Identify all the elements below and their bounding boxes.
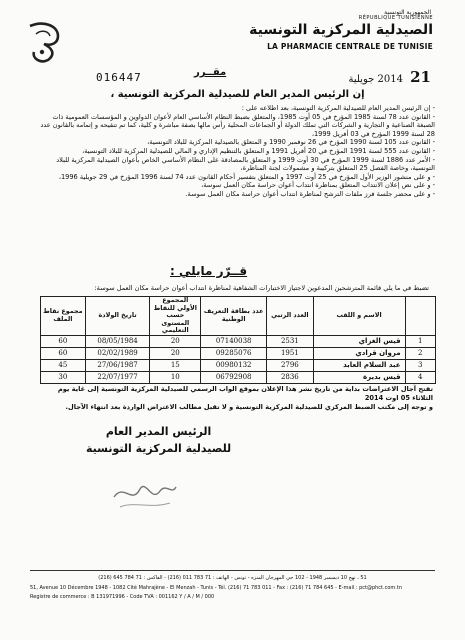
preamble-line: - القانون عدد 555 لسنة 1991 المؤرخ في 20 أفريل 1991 و المتعلق بالتنظيم الإداري و المالي للصيدلية المركزية للبلاد التونسية، — [82, 146, 435, 155]
footer-divider — [30, 570, 435, 571]
organization-name-fr: LA PHARMACIE CENTRALE DE TUNISIE — [267, 42, 433, 51]
cell-birth-date: 22/07/1977 — [85, 371, 150, 383]
col-header-birth-date: تاريخ الولادة — [85, 297, 150, 336]
cell-id-card: 09285076 — [201, 347, 267, 359]
cell-file-score: 60 — [41, 335, 86, 347]
preamble-line: - و على منشور الوزير الأول المؤرخ في 25 أوت 1997 و المتعلق بتفسير أحكام القانون عدد 74 لسنة 1996 المؤرخ في 29 جويلية 1996، — [58, 172, 435, 181]
footer-address-fr: 51, Avenue 10 Décembre 1948 - 1082 Cité Mahrajène - El Menzah - Tunis - Tél. (216) 71 783 011 - Fax : (216) 71 784 645 - E-mail : pct@phct.com.tn — [30, 585, 403, 591]
cell-initial-score: 15 — [150, 359, 201, 371]
cell-rank: 2531 — [267, 335, 313, 347]
cell-initial-score: 10 — [150, 371, 201, 383]
decision-date — [348, 68, 431, 86]
table-row — [41, 347, 436, 359]
cell-index: 3 — [405, 359, 435, 371]
organization-name-ar: الصيدلية المركزية التونسية — [249, 22, 433, 38]
closing-notice — [40, 385, 433, 412]
col-header-rank: العدد الرتبي — [267, 297, 313, 336]
table-caption: تضبط في ما يلي قائمة المترشحين المدعوين لاجتياز الاختبارات الشفاهية لمناظرة انتداب أعوان حراسة مكان العمل سوسة: — [94, 284, 429, 292]
cell-file-score: 60 — [41, 347, 86, 359]
preamble-line: - القانون عدد 78 لسنة 1985 المؤرخ في 05 أوت 1985، والمتعلق بضبط النظام الأساسي العام لأعوان الدواوين و المؤسسات العمومية ذات الصبغة الصناعية و التجارية و الشركات التي تملك الدولة أو الجماعات المحلية رأس مالها بصفة مباشرة و كلية، كما تم تنقيحه و إتمامه بالقانون عدد 28 لسنة 1999 المؤرخ في 03 أفريل 1999، — [40, 112, 435, 138]
cell-name: قيس الغزاي — [313, 335, 405, 347]
col-header-id-card: عدد بطاقة التعريف الوطنية — [201, 297, 267, 336]
table-header-row — [41, 297, 436, 336]
footer-registry: Registre de commerce : B 131971996 - Code TVA : 001162 Y / A / M / 000 — [30, 594, 215, 600]
preamble-line: - إن الرئيس المدير العام للصيدلية المركزية التونسية، بعد اطلاعه على : — [241, 104, 435, 112]
col-header-name: الاسم و اللقب — [313, 297, 405, 336]
signature-block — [86, 423, 231, 457]
cell-rank: 2836 — [267, 371, 313, 383]
cell-file-score: 30 — [41, 371, 86, 383]
cell-name: قيس بديرة — [313, 371, 405, 383]
cell-id-card: 00980132 — [201, 359, 267, 371]
preamble-line: - الأمر عدد 1886 لسنة 1999 المؤرخ في 30 أوت 1999 و المتعلق بالمصادقة على النظام الأساسي الخاص بأعوان الصيدلية المركزية للبلاد التونسية، وخاصة الفصل 25 المتعلق بتركيبة و مشمولات لجنة المناظرة، — [56, 155, 435, 173]
cell-index: 4 — [405, 371, 435, 383]
date-month-year: 2014 جويلية — [348, 74, 403, 85]
table-row — [41, 371, 436, 383]
republic-label-ar: الجمهورية التونسية — [384, 9, 431, 16]
closing-line: تفتح آجال الاعتراضات بداية من تاريخ نشر هذا الإعلان بموقع الواب الرسمي للصيدلية المركزية التونسية إلى غاية يوم الثلاثاء 05 اوت 2014 — [57, 385, 433, 402]
signature-line: للصيدلية المركزية التونسية — [86, 442, 232, 455]
issuer-heading: إن الرئيس المدير العام للصيدلية المركزية التونسية ، — [110, 89, 365, 100]
cell-id-card: 06792908 — [201, 371, 267, 383]
preamble-line: - و على محضر جلسة فرز ملفات الترشح لمناظرة انتداب أعوان حراسة مكان العمل سوسة. — [185, 189, 435, 198]
cell-birth-date: 27/06/1987 — [85, 359, 150, 371]
preamble-section — [40, 104, 435, 199]
cell-birth-date: 02/02/1989 — [85, 347, 150, 359]
preamble-line: - و على نص إعلان الانتداب المتعلق بمناظرة انتداب أعوان حراسة مكان العمل سوسة، — [201, 181, 435, 190]
preamble-line: - القانون عدد 105 لسنة 1990 المؤرخ في 26 نوفمبر 1990 و المتعلق بالصيدلية المركزية للبلاد التونسية، — [147, 138, 435, 147]
signature-stamp-icon — [110, 475, 180, 515]
cell-index: 2 — [405, 347, 435, 359]
cell-initial-score: 20 — [150, 347, 201, 359]
table-row — [41, 359, 436, 371]
date-day: 21 — [410, 68, 431, 86]
cell-initial-score: 20 — [150, 335, 201, 347]
cell-id-card: 07140038 — [201, 335, 267, 347]
cell-name: مروان قرادي — [313, 347, 405, 359]
cell-rank: 2796 — [267, 359, 313, 371]
cell-index: 1 — [405, 335, 435, 347]
col-header-index — [405, 297, 435, 336]
candidates-table — [40, 296, 436, 384]
signature-line: الرئيس المدير العام — [105, 425, 212, 438]
cell-rank: 1951 — [267, 347, 313, 359]
decision-title: مقــرر — [194, 67, 227, 78]
table-row — [41, 335, 436, 347]
col-header-file-score: مجموع نقاط الملف — [41, 297, 86, 336]
decision-heading: قــرّر مايلي : — [170, 264, 248, 278]
cell-name: عبد السلام العابد — [313, 359, 405, 371]
reference-number: 016447 — [96, 71, 142, 84]
footer-address-ar: 51 ، نهج 10 ديسمبر 1948 - 102 حي المهرجان المنزه - تونس - الهاتف : 71 783 011 (216) - الفاكس : 71 784 645 (216) — [98, 575, 367, 581]
closing-line: و توجه إلى مكتب الضبط المركزي للصيدلية المركزية التونسية و لا تقبل مطالب الاعتراض الواردة بعد انتهاء الآجال. — [65, 403, 433, 411]
pct-logo-icon — [22, 18, 68, 64]
republic-label-fr: RÉPUBLIQUE TUNISIENNE — [358, 15, 433, 21]
cell-birth-date: 08/05/1984 — [85, 335, 150, 347]
col-header-initial-score: المجموع الأولي للنقاط حسب المستوى التعليمي — [150, 297, 201, 336]
cell-file-score: 45 — [41, 359, 86, 371]
